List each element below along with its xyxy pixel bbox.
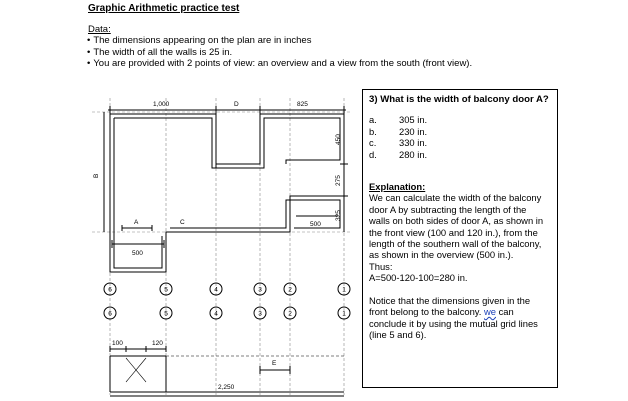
explanation-line: door A by subtracting the length of the (369, 203, 527, 215)
grid-label: 3 (258, 310, 262, 318)
dim-2250: 2,250 (218, 384, 235, 391)
explanation-line: as shown in the overview (500 in.). (369, 249, 514, 261)
explanation-line: We can calculate the width of the balcony (369, 192, 542, 204)
grid-bubbles-row1 (104, 283, 350, 295)
dim-500-right: 500 (310, 221, 321, 228)
grid-label: 1 (342, 310, 346, 318)
plan-walls (110, 114, 344, 272)
data-label: Data: (88, 24, 111, 35)
dim-1000: 1,000 (153, 101, 170, 108)
explanation-heading: Explanation: (369, 181, 426, 193)
label-a: A (134, 219, 139, 226)
explanation-line: length of the southern wall of the balcony, (369, 238, 542, 250)
question-title: 3) What is the width of balcony door A? (369, 94, 549, 105)
note-line: front belong to the balcony. we can (369, 306, 514, 318)
dim-b: B (93, 173, 100, 178)
explanation-line: walls on both sides of door A, as shown in (369, 215, 544, 227)
dim-325: 325 (335, 210, 342, 221)
grid-lines (92, 98, 352, 395)
grid-label: 2 (288, 286, 292, 294)
grid-label: 5 (164, 310, 168, 318)
grid-label: 1 (342, 286, 346, 294)
grid-label: 4 (214, 310, 218, 318)
spellcheck-word: we (484, 306, 496, 318)
dim-825: 825 (297, 101, 308, 108)
grid-label: 5 (164, 286, 168, 294)
bullet-item: • You are provided with 2 points of view: an overview and a view from the south (front view). (87, 58, 472, 70)
note-line: conclude it by using the mutual grid lines (369, 317, 538, 329)
grid-label: 3 (258, 286, 262, 294)
option-d: d. 280 in. (369, 148, 428, 160)
option-c: c. 330 in. (369, 137, 428, 149)
grid-label: 2 (288, 310, 292, 318)
explanation-line: Thus: (369, 260, 393, 272)
note-line: (line 5 and 6). (369, 328, 427, 340)
dim-d: D (234, 101, 239, 108)
dim-450: 450 (335, 134, 342, 145)
question-box (362, 89, 558, 388)
balcony-500-dimension (112, 240, 164, 248)
option-b: b. 230 in. (369, 125, 428, 137)
dim-120: 120 (152, 340, 163, 347)
top-dimension-line (108, 106, 346, 114)
grid-label: 6 (108, 310, 112, 318)
bullet-item: • The dimensions appearing on the plan are in inches (87, 35, 472, 47)
explanation-line: A=500-120-100=280 in. (369, 272, 468, 284)
dim-100: 100 (112, 340, 123, 347)
note-line: Notice that the dimensions given in the (369, 294, 531, 306)
option-a: a. 305 in. (369, 114, 428, 126)
page-title: Graphic Arithmetic practice test (88, 3, 240, 14)
dim-500-balcony: 500 (132, 250, 143, 257)
grid-label: 6 (108, 286, 112, 294)
explanation-line: the front view (100 and 120 in.), from the (369, 226, 538, 238)
grid-bubbles-row2 (104, 307, 350, 319)
grid-label: 4 (214, 286, 218, 294)
bullet-item: • The width of all the walls is 25 in. (87, 47, 472, 59)
label-e: E (272, 360, 277, 367)
label-c: C (180, 219, 185, 226)
spacer (369, 284, 551, 295)
dim-275: 275 (335, 175, 342, 186)
